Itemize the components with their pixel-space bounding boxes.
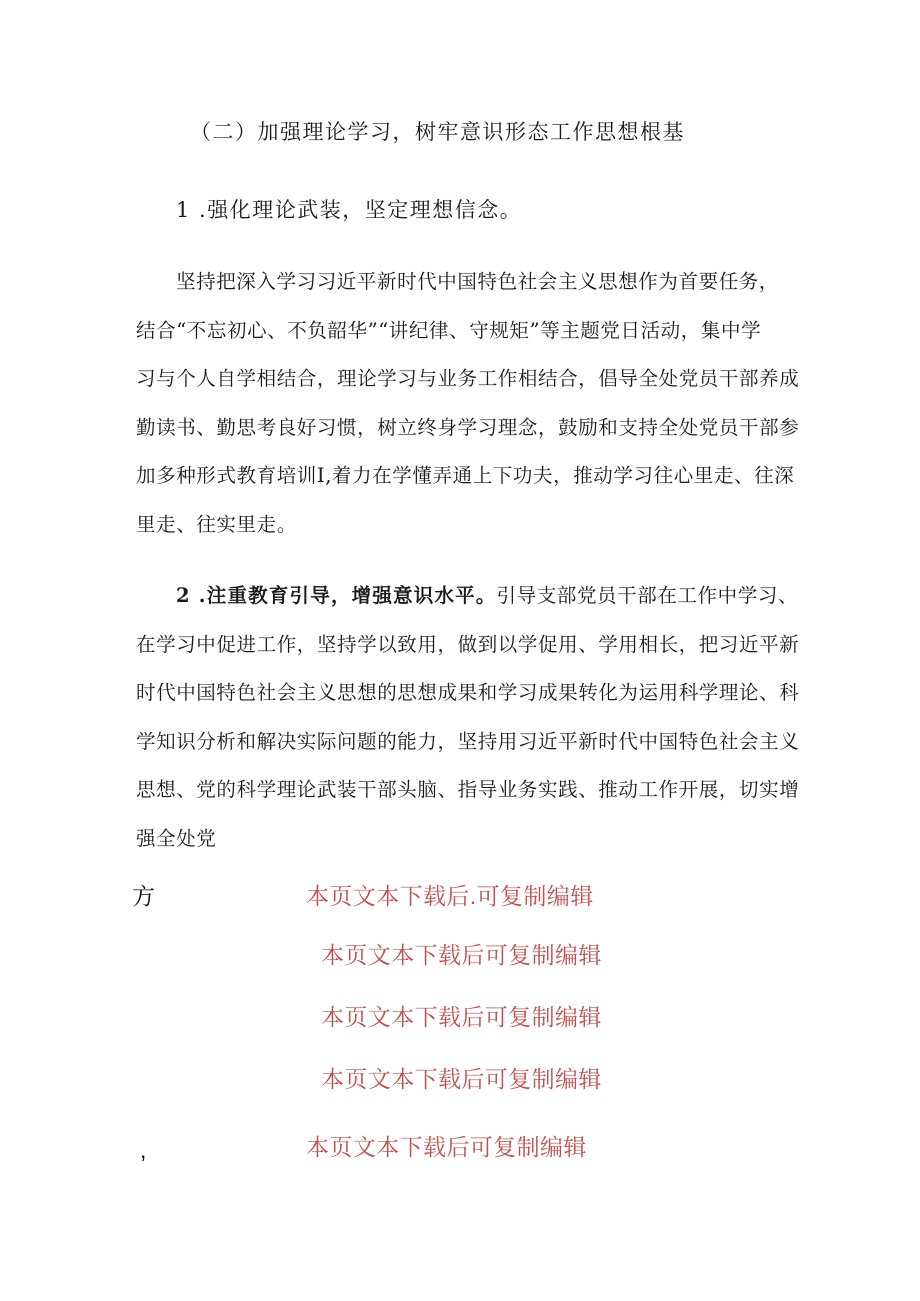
paragraph-1-line: 里走、往实里走。 xyxy=(136,512,297,536)
paragraph-1-line: 习与个人自学相结合，理论学习与业务工作相结合，倡导全处党员干部养成 xyxy=(136,367,800,391)
paragraph-2 xyxy=(136,572,800,864)
paragraph-1-line: 勤读书、勤思考良好习惯，树立终身学习理念，鼓励和支持全处党员干部参 xyxy=(136,415,800,439)
paragraph-1-line: 加多种形式教育培训I,着力在学懂弄通上下功夫，推动学习往心里走、往深 xyxy=(136,464,795,488)
subheading-2: 2 .注重教育引导，增强意识水平。 xyxy=(176,584,497,607)
paragraph-2-line: 强全处党 xyxy=(136,826,217,850)
watermark-text: 本页文本下载后可复制编辑 xyxy=(306,1134,587,1160)
watermark-text: 本页文本下载后可复制编辑 xyxy=(321,1066,602,1092)
subheading-1: 1 .强化理论武装，坚定理想信念。 xyxy=(176,198,523,222)
watermark-text: 本页文本下载后.可复制编辑 xyxy=(306,883,594,909)
section-heading: （二）加强理论学习，树牢意识形态工作思想根基 xyxy=(190,120,685,144)
paragraph-2-line: 学知识分析和解决实际问题的能力，坚持用习近平新时代中国特色社会主义 xyxy=(136,729,800,753)
watermark-text: 本页文本下载后可复制编辑 xyxy=(321,942,602,968)
paragraph-2-line: 在学习中促进工作，坚持学以致用，做到以学促用、学用相长，把习近平新 xyxy=(136,632,800,656)
paragraph-2-first-line xyxy=(136,572,799,621)
paragraph-1-line: 结合“不忘初心、不负韶华”“讲纪律、守规矩”等主题党日活动，集中学 xyxy=(136,318,762,342)
paragraph-1-line: 坚持把深入学习习近平新时代中国特色社会主义思想作为首要任务， xyxy=(176,270,780,293)
paragraph-2-first-line-rest: 引导支部党员干部在工作中学习、 xyxy=(496,584,799,607)
paragraph-2-line: 思想、党的科学理论武装干部头脑、指导业务实践、推动工作开展，切实增 xyxy=(136,778,800,802)
stray-character-fang: 方 xyxy=(132,883,155,909)
stray-comma: , xyxy=(140,1137,147,1163)
watermark-text: 本页文本下载后可复制编辑 xyxy=(321,1004,602,1030)
paragraph-2-line: 时代中国特色社会主义思想的思想成果和学习成果转化为运用科学理论、科 xyxy=(136,681,800,705)
paragraph-1 xyxy=(136,258,800,550)
